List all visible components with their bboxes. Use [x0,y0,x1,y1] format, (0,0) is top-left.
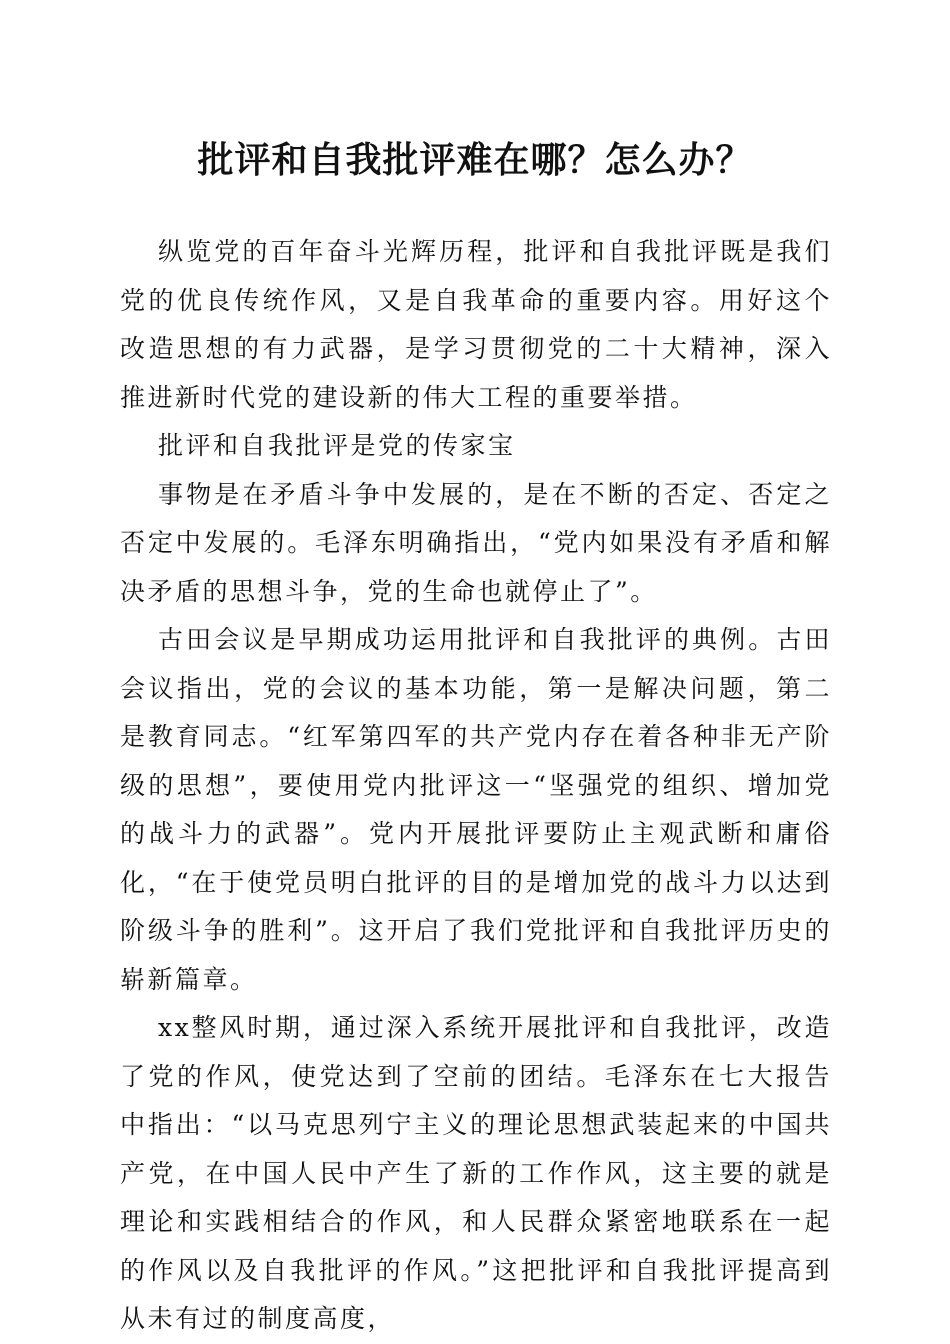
document-body [120,228,832,1344]
paragraph-intro: 纵览党的百年奋斗光辉历程，批评和自我批评既是我们党的优良传统作风，又是自我革命的重要内容。用好这个改造思想的有力武器，是学习贯彻党的二十大精神，深入推进新时代党的建设新的伟大工程的重要举措。 [120,237,832,412]
paragraph-contradiction: 事物是在矛盾斗争中发展的，是在不断的否定、否定之否定中发展的。毛泽东明确指出，“党内如果没有矛盾和解决矛盾的思想斗争，党的生命也就停止了”。 [120,479,832,606]
paragraph-gutian-meeting: 古田会议是早期成功运用批评和自我批评的典例。古田会议指出，党的会议的基本功能，第一是解决问题，第二是教育同志。“红军第四军的共产党内存在着各种非无产阶级的思想”，要使用党内批评这一“坚强党的组织、增加党的战斗力的武器”。党内开展批评要防止主观武断和庸俗化，“在于使党员明白批评的目的是增加党的战斗力以达到阶级斗争的胜利”。这开启了我们党批评和自我批评历史的崭新篇章。 [120,625,832,994]
paragraph-rectification: xx整风时期，通过深入系统开展批评和自我批评，改造了党的作风，使党达到了空前的团结。毛泽东在七大报告中指出：“以马克思列宁主义的理论思想武装起来的中国共产党，在中国人民中产生了新的工作作风，这主要的就是理论和实践相结合的作风，和人民群众紧密地联系在一起的作风以及自我批评的作风。”这把批评和自我批评提高到从未有过的制度高度， [120,1013,832,1333]
section-heading: 批评和自我批评是党的传家宝 [158,431,516,460]
document-title: 批评和自我批评难在哪？怎么办？ [197,139,753,181]
